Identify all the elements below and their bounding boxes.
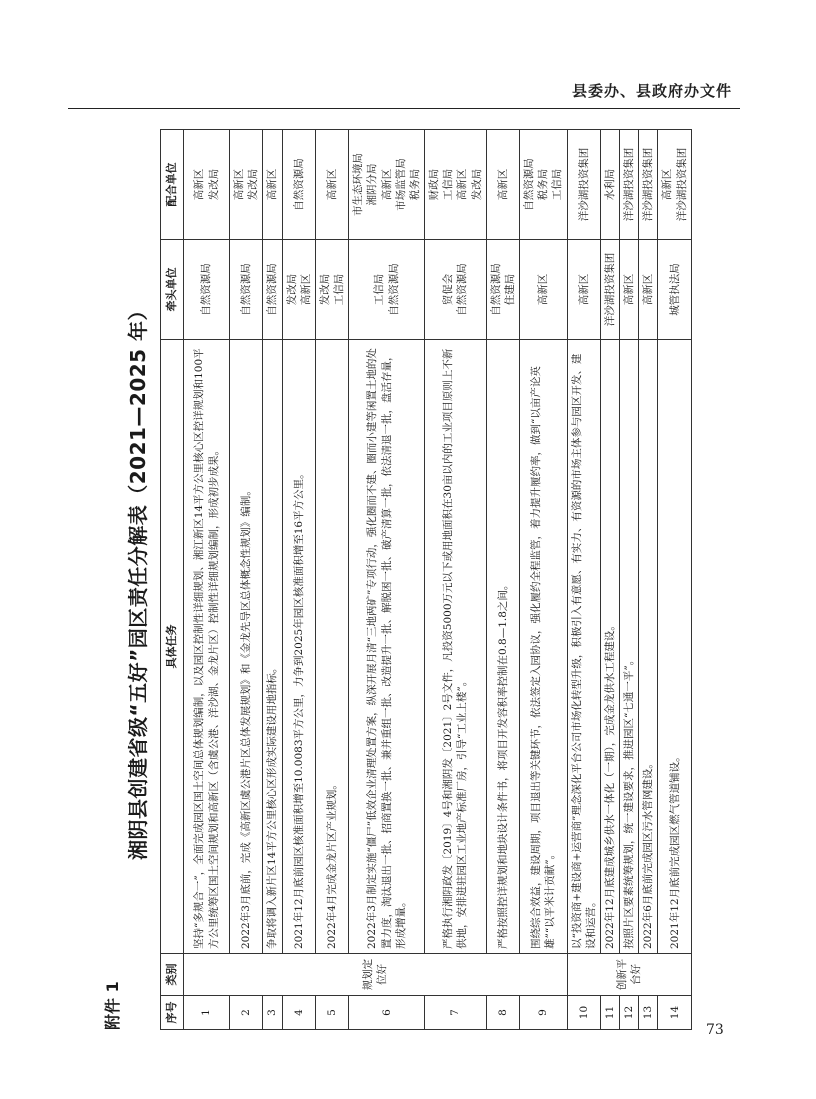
cell-coop: [620, 130, 639, 240]
table-row: [184, 130, 230, 1030]
col-header-task: 具体任务: [161, 340, 184, 954]
cell-task: 2022年4月完成金龙片区产业规划。: [315, 340, 348, 954]
lead-unit: 洋沙湖投资集团: [603, 252, 616, 327]
cell-no: 7: [425, 996, 487, 1030]
coop-unit: 洋沙湖投资集团: [577, 147, 590, 222]
lead-unit: 自然资源局: [240, 263, 253, 316]
table-row: [639, 130, 658, 1030]
cell-lead: [315, 240, 348, 340]
cell-task: 争取将调入新片区14平方公里核心区形成实际建设用地指标。: [263, 340, 282, 954]
table-row: [425, 130, 487, 1030]
lead-unit: 高新区: [577, 273, 590, 306]
coop-unit: 市生态环境局: [352, 153, 365, 216]
cell-task: 2021年12月底前完成园区燃气管道铺设。: [658, 340, 691, 954]
cell-lead: [658, 240, 691, 340]
table-row: [349, 130, 425, 1030]
col-header-coop: 配合单位: [161, 130, 184, 240]
cell-lead: [567, 240, 600, 340]
cell-lead: [282, 240, 315, 340]
col-header-category: 类别: [161, 954, 184, 996]
coop-unit: 洋沙湖投资集团: [675, 147, 688, 222]
cell-task: 2022年3月制定实施“僵尸”低效企业清理处置方案，纵深开展月清“三地两矿”专项行动，强化圈而不建、圈而小建等闲置土地的处置力度，淘汰退出一批、招商置换一批、兼并重组一批、改造提升一批、解脱困一批、破产清算一批，依法清退一批，盘活存量，形成增量。: [349, 340, 425, 954]
cell-lead: [639, 240, 658, 340]
rotated-page-content: [100, 130, 740, 1030]
table-row: [282, 130, 315, 1030]
coop-unit: 湘阴分局: [366, 163, 379, 206]
cell-coop: [600, 130, 619, 240]
cell-coop: [349, 130, 425, 240]
lead-unit: 自然资源局: [387, 263, 400, 316]
coop-unit: 高新区: [266, 168, 279, 201]
coop-unit: 工信局: [442, 168, 455, 201]
cell-coop: [486, 130, 519, 240]
coop-unit: 水利局: [603, 168, 616, 201]
lead-unit: 高新区: [623, 273, 636, 306]
table-row: [620, 130, 639, 1030]
lead-unit: 高新区: [642, 273, 655, 306]
lead-unit: 自然资源局: [456, 263, 469, 316]
coop-unit: 洋沙湖投资集团: [623, 147, 636, 222]
cell-no: 11: [600, 996, 619, 1030]
cell-task: 2022年12月底建成城乡供水一体化（一期），完成金龙供水工程建设。: [600, 340, 619, 954]
cell-no: 6: [349, 996, 425, 1030]
table-header-row: [161, 130, 184, 1030]
cell-task: 围绕综合效益，建设周期，项目退出等关键环节，依法签定入园协议，强化履约全程监管，着力提升履约率，做到“以亩产论英雄”“以平米计贡献”。: [520, 340, 568, 954]
cell-task: 以“投资商+建设商+运营商”理念深化平台公司市场化转型升级，积极引入有意愿、有实力、有资源的市场主体参与园区开发、建设和运营。: [567, 340, 600, 954]
cell-coop: [567, 130, 600, 240]
col-header-no: 序号: [161, 996, 184, 1030]
table-row: [567, 130, 600, 1030]
lead-unit: 发改局: [318, 273, 331, 306]
cell-task: 2021年12月底前园区核准面积增至10.0083平方公里，力争到2025年园区核准面积增至16平方公里。: [282, 340, 315, 954]
cell-no: 8: [486, 996, 519, 1030]
lead-unit: 贸促会: [442, 273, 455, 306]
header-rule: [68, 108, 740, 109]
table-row: [658, 130, 691, 1030]
coop-unit: 高新区: [193, 168, 206, 201]
cell-coop: [315, 130, 348, 240]
lead-unit: 发改局: [285, 273, 298, 306]
cell-task: 2022年6月底前完成园区污水管网建设。: [639, 340, 658, 954]
cell-category: 创新平台好: [567, 954, 691, 996]
cell-coop: [520, 130, 568, 240]
cell-no: 3: [263, 996, 282, 1030]
cell-coop: [282, 130, 315, 240]
table-row: [520, 130, 568, 1030]
cell-coop: [263, 130, 282, 240]
lead-unit: 工信局: [333, 273, 346, 306]
lead-unit: 高新区: [537, 273, 550, 306]
cell-task: 按照片区要素统筹规划，统一建设要求，推进园区“七通一平”。: [620, 340, 639, 954]
running-header: 县委办、县政府办文件: [571, 82, 732, 100]
cell-coop: [639, 130, 658, 240]
page-number: 73: [706, 1022, 724, 1038]
cell-task: 2022年3月底前，完成《高新区虞公港片区总体发展规划》和《金龙先导区总体概念性规划》编制。: [230, 340, 263, 954]
cell-lead: [263, 240, 282, 340]
cell-lead: [520, 240, 568, 340]
cell-lead: [184, 240, 230, 340]
annex-label: 附件 1: [103, 981, 122, 1030]
cell-coop: [184, 130, 230, 240]
coop-unit: 市场监管局: [394, 158, 407, 211]
cell-no: 12: [620, 996, 639, 1030]
cell-no: 10: [567, 996, 600, 1030]
table-row: [315, 130, 348, 1030]
cell-no: 4: [282, 996, 315, 1030]
cell-lead: [425, 240, 487, 340]
cell-coop: [425, 130, 487, 240]
col-header-lead: 牵头单位: [161, 240, 184, 340]
cell-lead: [620, 240, 639, 340]
coop-unit: 税务局: [408, 168, 421, 201]
cell-lead: [486, 240, 519, 340]
cell-no: 2: [230, 996, 263, 1030]
cell-lead: [600, 240, 619, 340]
coop-unit: 高新区: [661, 168, 674, 201]
cell-task: 严格执行湘阴政发〔2019〕4号和湘阴发〔2021〕2号文件，凡投资5000万元以下或用地面积在30亩以内的工业项目原则上不新供地，安排进驻园区工业地产标准厂房，引导“工业上楼”。: [425, 340, 487, 954]
cell-no: 14: [658, 996, 691, 1030]
coop-unit: 高新区: [456, 168, 469, 201]
coop-unit: 高新区: [380, 168, 393, 201]
table-row: [600, 130, 619, 1030]
lead-unit: 自然资源局: [489, 263, 502, 316]
lead-unit: 高新区: [299, 273, 312, 306]
coop-unit: 财政局: [428, 168, 441, 201]
cell-no: 13: [639, 996, 658, 1030]
document-title: 湘阴县创建省级“五好”园区责任分解表（2021—2025 年）: [126, 299, 150, 861]
cell-no: 1: [184, 996, 230, 1030]
table-row: [263, 130, 282, 1030]
coop-unit: 发改局: [247, 168, 260, 201]
table-row: [230, 130, 263, 1030]
coop-unit: 税务局: [537, 168, 550, 201]
cell-task: 坚持“多规合一”，全面完成园区国土空间总体规划编制，以及园区控制性详细规划、湘江新区14平方公里核心区控详规划和100平方公里统筹区国土空间规划和高新区（含虞公港、洋沙湖、金龙片区）控制性详细规划编制，形成初步成果。: [184, 340, 230, 954]
coop-unit: 自然资源局: [292, 158, 305, 211]
lead-unit: 住建局: [503, 273, 516, 306]
table-row: [486, 130, 519, 1030]
responsibility-table: [160, 129, 692, 1030]
cell-task: 严格按照控详规划和地块设计条件书，将项目开发容积率控制在0.8—1.8之间。: [486, 340, 519, 954]
lead-unit: 工信局: [373, 273, 386, 306]
coop-unit: 自然资源局: [523, 158, 536, 211]
cell-lead: [349, 240, 425, 340]
lead-unit: 自然资源局: [266, 263, 279, 316]
coop-unit: 高新区: [496, 168, 509, 201]
coop-unit: 工信局: [551, 168, 564, 201]
coop-unit: 发改局: [207, 168, 220, 201]
table-body: [184, 130, 692, 1030]
cell-coop: [230, 130, 263, 240]
coop-unit: 高新区: [233, 168, 245, 201]
coop-unit: 洋沙湖投资集团: [642, 147, 655, 222]
cell-no: 9: [520, 996, 568, 1030]
coop-unit: 发改局: [470, 168, 483, 201]
lead-unit: 城管执法局: [668, 263, 681, 316]
cell-category: 规划定位好: [184, 954, 568, 996]
cell-coop: [658, 130, 691, 240]
cell-no: 5: [315, 996, 348, 1030]
lead-unit: 自然资源局: [200, 263, 213, 316]
coop-unit: 高新区: [325, 168, 338, 201]
cell-lead: [230, 240, 263, 340]
